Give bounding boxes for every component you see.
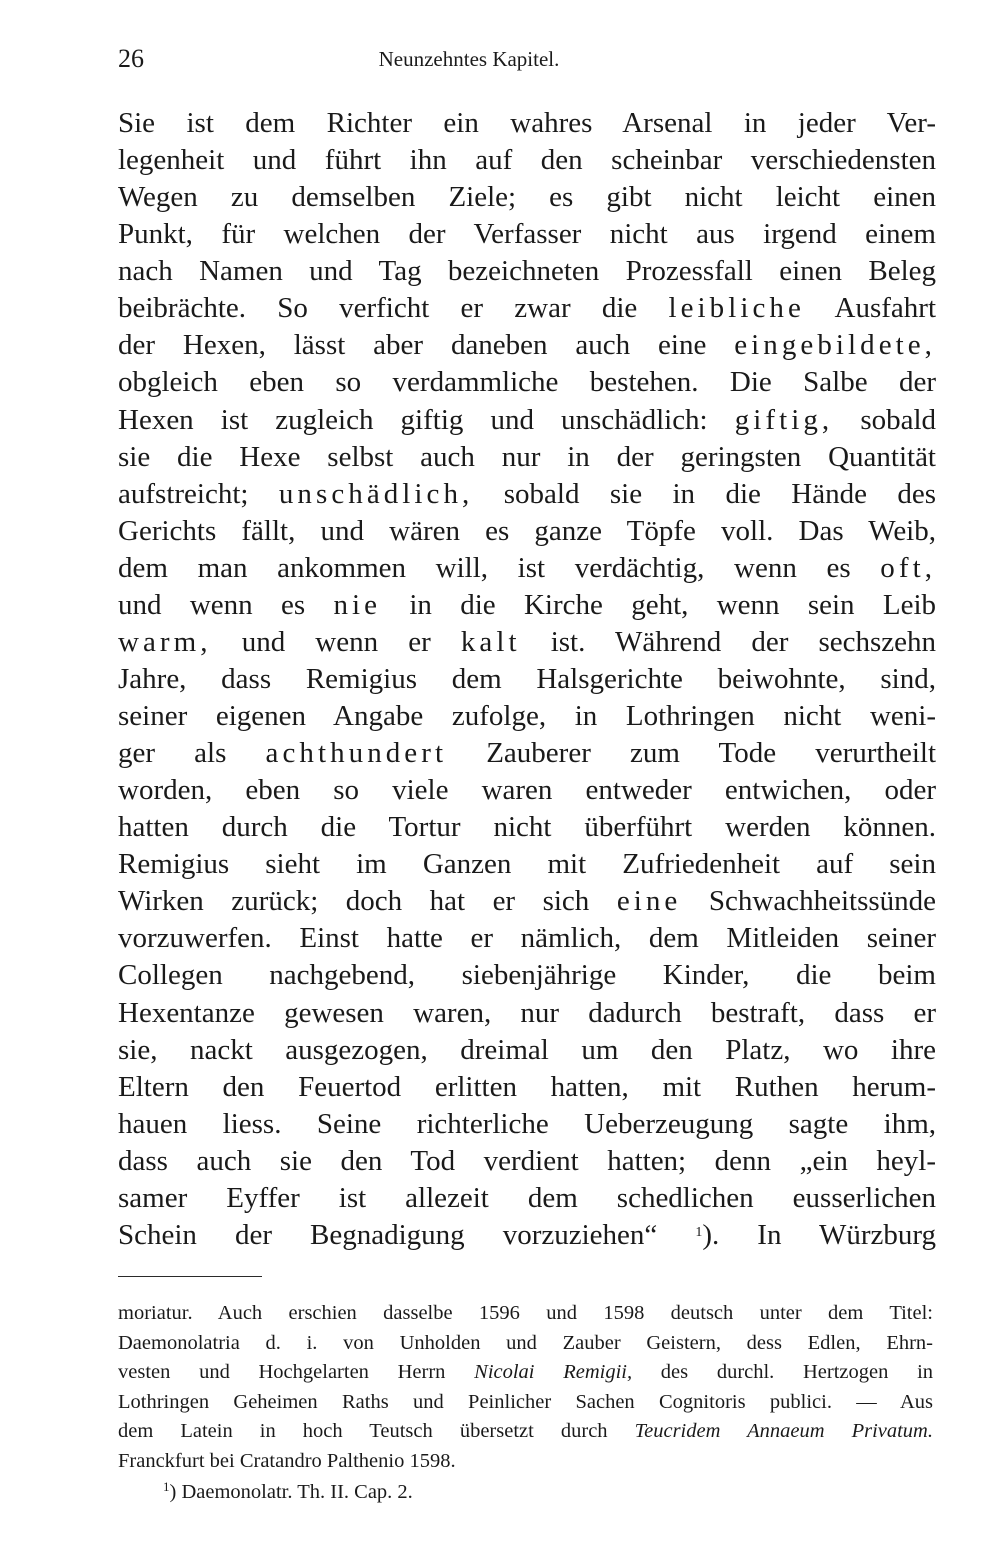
text-line: der Hexen, lässt aber daneben auch eine eingebildete, xyxy=(118,329,936,362)
footnote-line: Lothringen Geheimen Raths und Peinlicher Sachen Cognitoris publici. — Aus xyxy=(118,1390,933,1413)
spaced-emphasis: leibliche xyxy=(668,292,805,325)
text-line: beibrächte. So verficht er zwar die leibliche Ausfahrt xyxy=(118,292,936,325)
footnote-line: dem Latein in hoch Teutsch übersetzt durch Teucridem Annaeum Privatum. xyxy=(118,1420,933,1442)
text-line: legenheit und führt ihn auf den scheinbar verschiedensten xyxy=(118,144,936,177)
text-line: obgleich eben so verdammliche bestehen. Die Salbe der xyxy=(118,366,936,399)
text-line: ger als achthundert Zauberer zum Tode verurtheilt xyxy=(118,737,936,770)
spaced-emphasis: unschädlich, xyxy=(278,477,474,510)
text-line: Schein der Begnadigung vorzuziehen“ $^1$). In Würzburg xyxy=(118,1218,936,1251)
text-line: Wegen zu demselben Ziele; es gibt nicht leicht einen xyxy=(118,181,936,214)
footnotes xyxy=(118,1299,933,1508)
text-line: nach Namen und Tag bezeichneten Prozessfall einen Beleg xyxy=(118,255,936,288)
italic-name: Teucridem Annaeum Privatum. xyxy=(634,1420,933,1442)
text-line: vorzuwerfen. Einst hatte er nämlich, dem Mitleiden seiner xyxy=(118,922,936,955)
spaced-emphasis: giftig, xyxy=(734,403,834,436)
text-line: und wenn es nie in die Kirche geht, wenn sein Leib xyxy=(118,588,936,621)
footnote-line: Franckfurt bei Cratandro Palthenio 1598. xyxy=(118,1449,456,1472)
footnote-1: $^1$) Daemonolatr. Th. II. Cap. 2. xyxy=(163,1479,413,1503)
italic-name: Nicolai Remigii, xyxy=(474,1361,633,1383)
text-line: Jahre, dass Remigius dem Halsgerichte beiwohnte, sind, xyxy=(118,662,936,695)
text-line: Collegen nachgebend, siebenjährige Kinder, die beim xyxy=(118,959,936,992)
footnote-reference: 1 xyxy=(695,1224,703,1240)
text-line: Remigius sieht im Ganzen mit Zufriedenheit auf sein xyxy=(118,848,936,881)
text-line: dass auch sie den Tod verdient hatten; denn „ein heyl- xyxy=(118,1144,936,1177)
text-line: worden, eben so viele waren entweder entwichen, oder xyxy=(118,774,936,807)
text-line: sie, nackt ausgezogen, dreimal um den Platz, wo ihre xyxy=(118,1033,936,1066)
text-line: samer Eyffer ist allezeit dem schedlichen eusserlichen xyxy=(118,1181,936,1214)
text-line: warm, und wenn er kalt ist. Während der sechszehn xyxy=(118,625,936,658)
spaced-emphasis: kalt xyxy=(460,625,521,658)
footnote-marker: 1 xyxy=(163,1479,170,1494)
footnote-line: moriatur. Auch erschien dasselbe 1596 und 1598 deutsch unter dem Titel: xyxy=(118,1302,933,1324)
text-line: sie die Hexe selbst auch nur in der geringsten Quantität xyxy=(118,440,936,473)
text-line: seiner eigenen Angabe zufolge, in Lothringen nicht weni- xyxy=(118,700,936,732)
spaced-emphasis: achthundert xyxy=(265,737,448,770)
text-line: dem man ankommen will, ist verdächtig, wenn es oft, xyxy=(118,551,936,584)
spaced-emphasis: oft, xyxy=(880,551,936,584)
spaced-emphasis: nie xyxy=(333,588,382,621)
footnote-line: Daemonolatria d. i. von Unholden und Zauber Geistern, dess Edlen, Ehrn- xyxy=(118,1331,933,1354)
text-line: hauen liess. Seine richterliche Ueberzeugung sagte ihm, xyxy=(118,1107,936,1140)
spaced-emphasis: eine xyxy=(616,885,682,918)
running-head xyxy=(118,44,640,74)
text-line: Hexen ist zugleich giftig und unschädlich: giftig, sobald xyxy=(118,403,936,436)
text-line: Eltern den Feuertod erlitten hatten, mit Ruthen herum- xyxy=(118,1070,936,1103)
text-line: Gerichts fällt, und wären es ganze Töpfe voll. Das Weib, xyxy=(118,514,936,547)
footnote-divider xyxy=(118,1276,262,1277)
text-line: aufstreicht; unschädlich, sobald sie in die Hände des xyxy=(118,477,936,510)
text-line: hatten durch die Tortur nicht überführt werden können. xyxy=(118,811,936,844)
chapter-title: Neunzehntes Kapitel. xyxy=(378,47,560,71)
text-line: Sie ist dem Richter ein wahres Arsenal in jeder Ver- xyxy=(118,107,936,139)
spaced-emphasis: warm, xyxy=(118,625,212,658)
spaced-emphasis: eingebildete, xyxy=(734,329,936,362)
footnote-line: vesten und Hochgelarten Herrn Nicolai Remigii, des durchl. Hertzogen in xyxy=(118,1361,933,1383)
text-line: Hexentanze gewesen waren, nur dadurch bestraft, dass er xyxy=(118,996,936,1029)
text-line: Wirken zurück; doch hat er sich eine Schwachheitssünde xyxy=(118,885,936,918)
page-number: 26 xyxy=(118,44,144,73)
text-line: Punkt, für welchen der Verfasser nicht aus irgend einem xyxy=(118,218,936,251)
main-text xyxy=(118,105,936,1254)
